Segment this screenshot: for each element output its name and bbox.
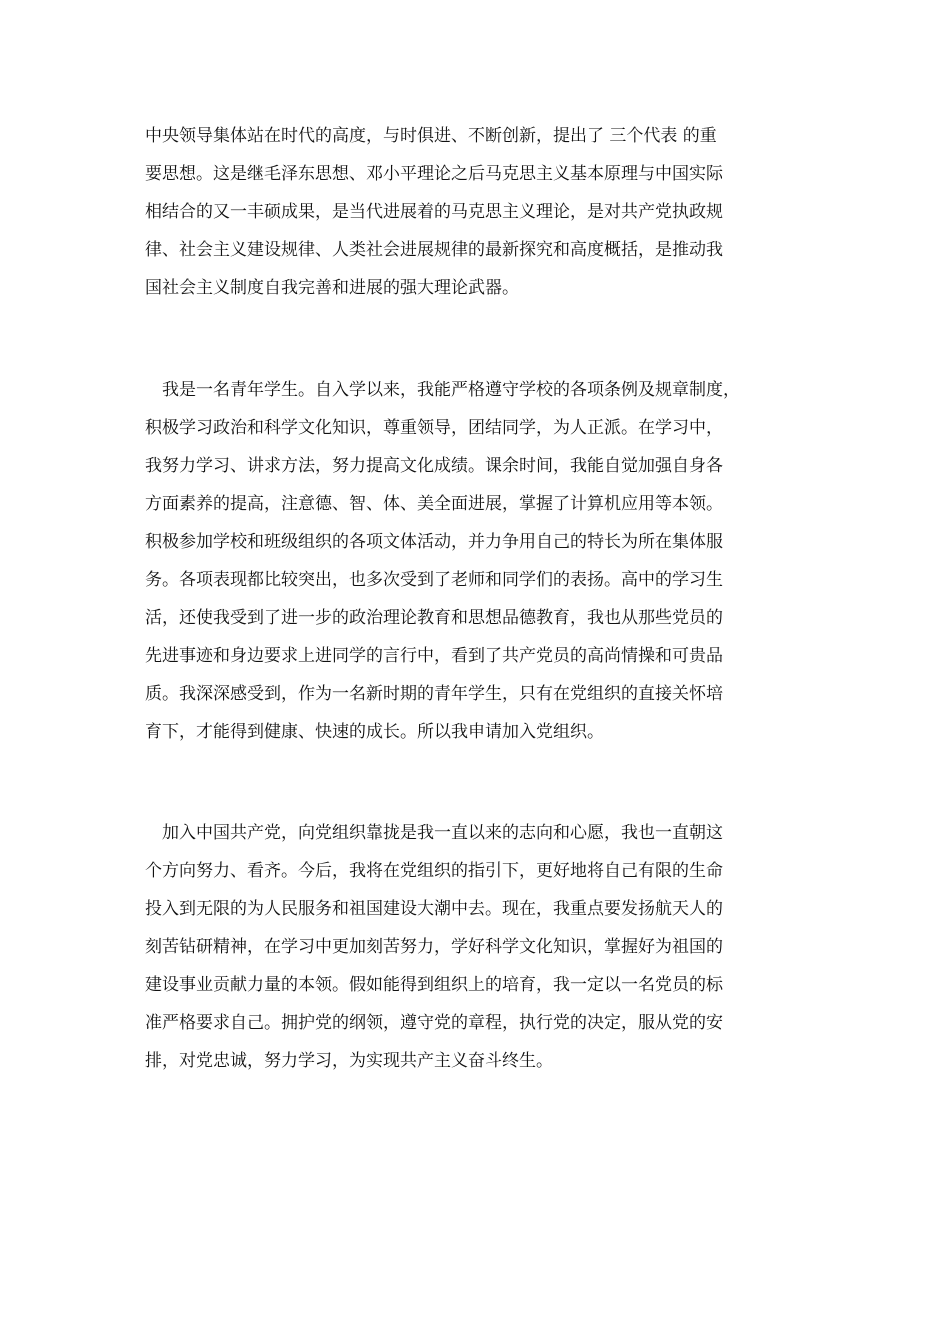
text-line: 律、社会主义建设规律、人类社会进展规律的最新探究和高度概括，是推动我 [145, 240, 723, 260]
text-line: 准严格要求自己。拥护党的纲领，遵守党的章程，执行党的决定，服从党的安 [145, 1013, 723, 1033]
text-line: 要思想。这是继毛泽东思想、邓小平理论之后马克思主义基本原理与中国实际 [145, 164, 723, 184]
text-line: 投入到无限的为人民服务和祖国建设大潮中去。现在，我重点要发扬航天人的 [145, 899, 723, 919]
text-line: 育下，才能得到健康、快速的成长。所以我申请加入党组织。 [145, 722, 604, 742]
paragraph-3 [145, 814, 825, 1080]
text-line: 积极参加学校和班级组织的各项文体活动，并力争用自己的特长为所在集体服 [145, 532, 723, 552]
text-line: 我努力学习、讲求方法，努力提高文化成绩。课余时间，我能自觉加强自身各 [145, 456, 723, 476]
text-line: 排，对党忠诚，努力学习，为实现共产主义奋斗终生。 [145, 1051, 553, 1071]
text-line: 个方向努力、看齐。今后，我将在党组织的指引下，更好地将自己有限的生命 [145, 861, 723, 881]
text-line: 国社会主义制度自我完善和进展的强大理论武器。 [145, 278, 519, 298]
text-line: 加入中国共产党，向党组织靠拢是我一直以来的志向和心愿，我也一直朝这 [145, 823, 723, 843]
text-line: 刻苦钻研精神，在学习中更加刻苦努力，学好科学文化知识，掌握好为祖国的 [145, 937, 723, 957]
text-line: 积极学习政治和科学文化知识，尊重领导，团结同学，为人正派。在学习中， [145, 418, 723, 438]
text-line: 建设事业贡献力量的本领。假如能得到组织上的培育，我一定以一名党员的标 [145, 975, 723, 995]
text-line: 先进事迹和身边要求上进同学的言行中，看到了共产党员的高尚情操和可贵品 [145, 646, 723, 666]
text-line: 务。各项表现都比较突出，也多次受到了老师和同学们的表扬。高中的学习生 [145, 570, 723, 590]
text-line: 质。我深深感受到，作为一名新时期的青年学生，只有在党组织的直接关怀培 [145, 684, 723, 704]
paragraph-1 [145, 117, 825, 307]
text-line: 相结合的又一丰硕成果，是当代进展着的马克思主义理论，是对共产党执政规 [145, 202, 723, 222]
text-line: 中央领导集体站在时代的高度，与时俱进、不断创新，提出了 三个代表 的重 [145, 126, 717, 146]
text-line: 我是一名青年学生。自入学以来，我能严格遵守学校的各项条例及规章制度， [145, 380, 740, 400]
paragraph-2 [145, 371, 825, 751]
text-line: 方面素养的提高，注意德、智、体、美全面进展，掌握了计算机应用等本领。 [145, 494, 723, 514]
text-line: 活，还使我受到了进一步的政治理论教育和思想品德教育，我也从那些党员的 [145, 608, 723, 628]
